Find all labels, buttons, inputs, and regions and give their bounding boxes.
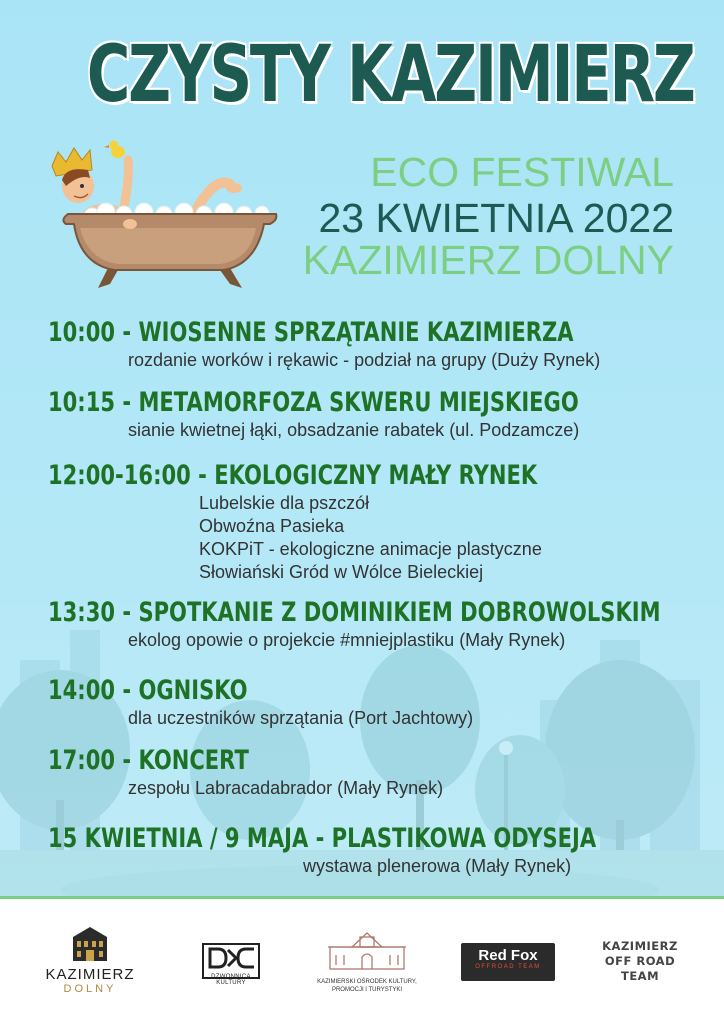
festival-date: 23 KWIETNIA 2022	[318, 195, 674, 241]
off-road-logo-line: KAZIMIERZ	[602, 939, 678, 953]
kokpit-logo	[315, 929, 419, 994]
dzwonnica-logo-text: DZWONNICA KULTURY	[211, 974, 251, 986]
red-fox-logo-subtitle: OFFROAD TEAM	[475, 964, 541, 970]
off-road-logo-line: OFF ROAD	[604, 954, 676, 968]
kokpit-logo-text: KAZIMIERSKI OŚRODEK KULTURY, PROMOCJI I TURYSTYKI	[317, 979, 417, 993]
schedule-item-description: rozdanie worków i rękawic - podział na grupy (Duży Rynek)	[128, 350, 601, 370]
schedule-item-description: dla uczestników sprzątania (Port Jachtowy)	[128, 708, 474, 728]
dzwonnica-kultury-logo	[196, 943, 266, 989]
red-fox-logo-box	[461, 943, 555, 981]
schedule-item	[48, 745, 443, 800]
dzwonnica-letters-icon	[208, 947, 256, 969]
kazimierz-logo-subtitle: DOLNY	[63, 983, 117, 995]
page-title: CZYSTY KAZIMIERZ	[86, 30, 694, 120]
schedule-item-heading: 10:15 - METAMORFOZA SKWERU MIEJSKIEGO	[48, 387, 579, 418]
schedule-item-heading: 17:00 - KONCERT	[48, 745, 249, 776]
schedule-item	[48, 823, 724, 878]
schedule-item-heading: 14:00 - OGNISKO	[48, 675, 248, 706]
schedule-item	[48, 675, 473, 730]
schedule-item-description: Obwoźna Pasieka	[199, 516, 345, 536]
schedule-item-description: zespołu Labracadabrador (Mały Rynek)	[128, 778, 444, 798]
schedule-item	[48, 317, 722, 372]
schedule-item-heading: 10:00 - WIOSENNE SPRZĄTANIE KAZIMIERZA	[48, 317, 574, 348]
schedule-item-description: ekolog opowie o projekcie #mniejplastiku (Mały Rynek)	[128, 630, 566, 650]
schedule-item-description: wystawa plenerowa (Mały Rynek)	[303, 856, 572, 876]
kazimierz-logo-name: KAZIMIERZ	[45, 966, 135, 983]
schedule-item-description: KOKPiT - ekologiczne animacje plastyczne	[199, 539, 542, 559]
sponsor-footer	[0, 896, 724, 1024]
schedule-item	[48, 460, 675, 584]
red-fox-logo	[460, 943, 556, 981]
kazimierz-dolny-logo	[30, 927, 150, 995]
schedule-item-description: Lubelskie dla pszczół	[199, 493, 370, 513]
festival-place: KAZIMIERZ DOLNY	[302, 237, 674, 283]
schedule-item-heading: 12:00-16:00 - EKOLOGICZNY MAŁY RYNEK	[48, 460, 538, 491]
kazimierz-off-road-team-logo	[592, 939, 688, 984]
schedule-item-heading: 13:30 - SPOTKANIE Z DOMINIKIEM DOBROWOLSKIM	[48, 597, 661, 628]
dzwonnica-logo-box	[202, 943, 260, 986]
town-hall-icon	[71, 927, 109, 961]
schedule-item-description: Słowiański Gród w Wólce Bieleckiej	[199, 562, 484, 582]
church-facade-icon	[324, 929, 410, 971]
schedule-item-heading: 15 KWIETNIA / 9 MAJA - PLASTIKOWA ODYSEJA	[48, 823, 597, 854]
schedule-item	[48, 597, 724, 652]
schedule-item	[48, 387, 724, 442]
red-fox-logo-name: Red Fox	[478, 947, 538, 964]
festival-name: ECO FESTIWAL	[370, 149, 674, 195]
king-in-bathtub-illustration	[44, 136, 284, 296]
schedule-item-description: sianie kwietnej łąki, obsadzanie rabatek (ul. Podzamcze)	[128, 420, 580, 440]
off-road-logo-line: TEAM	[620, 969, 660, 983]
